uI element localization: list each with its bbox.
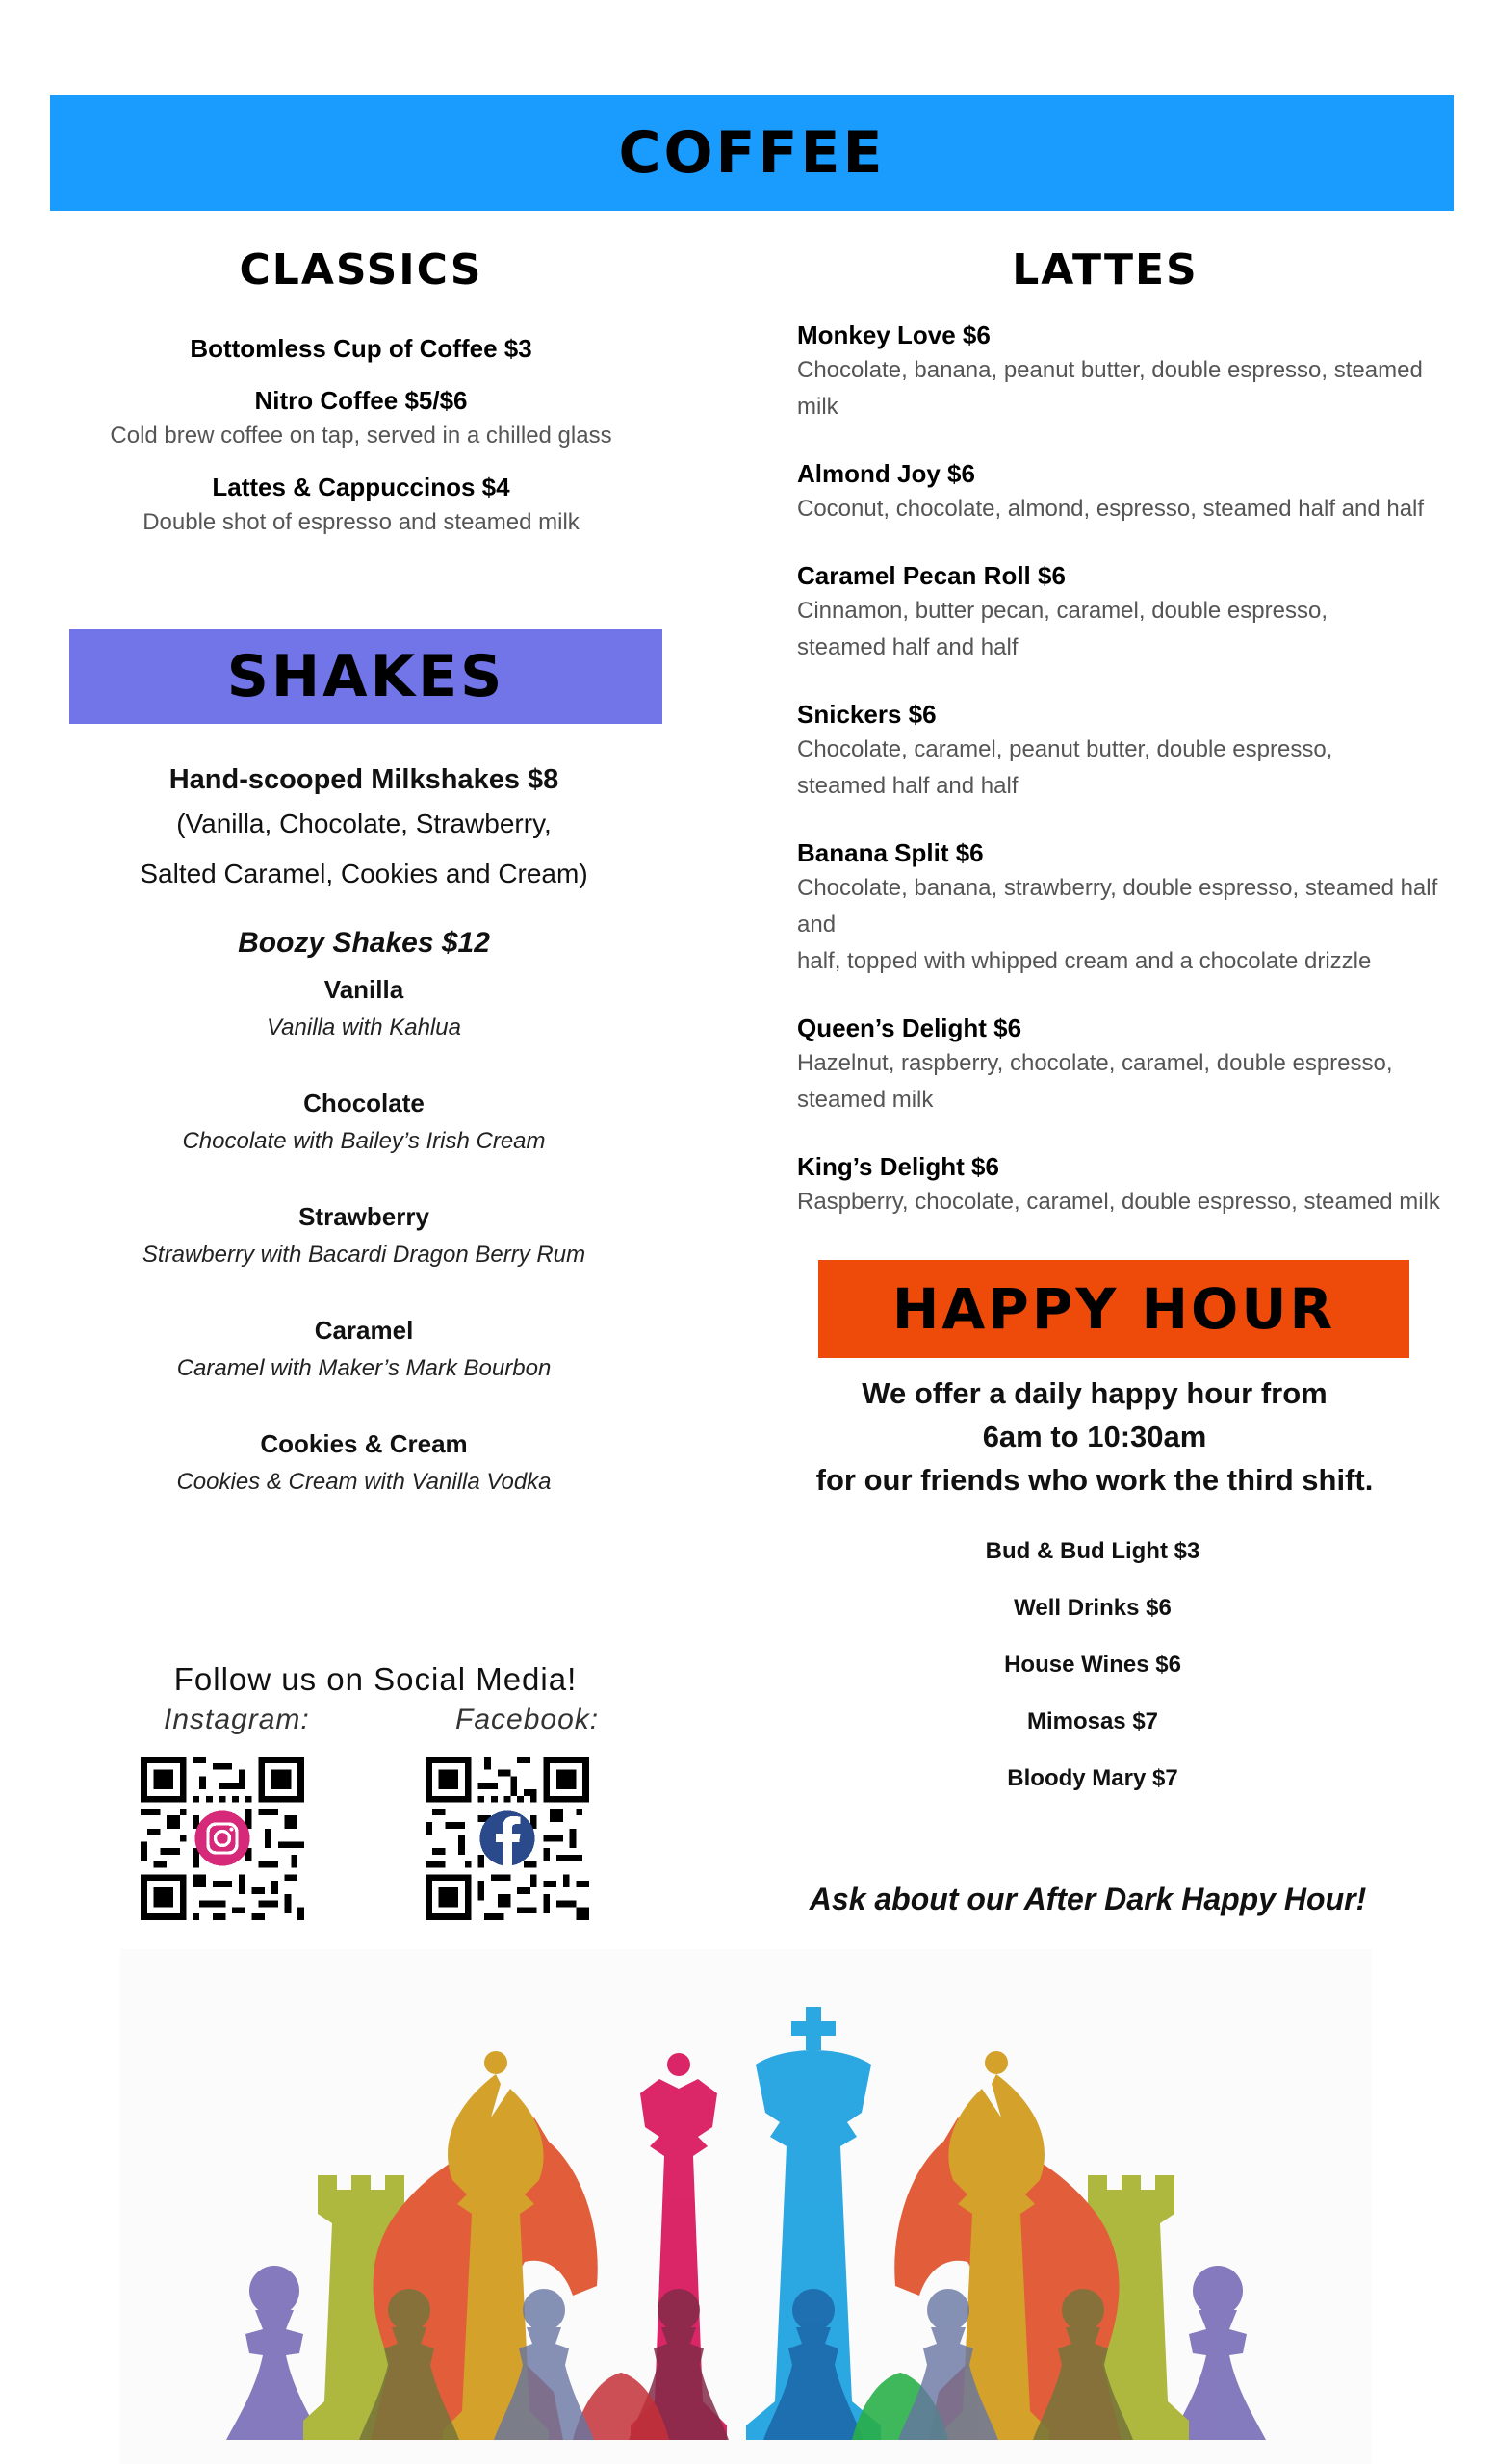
happy-hour-banner: [818, 1260, 1409, 1358]
latte-item-name: Monkey Love $6: [797, 321, 991, 349]
boozy-item-name: Caramel: [314, 1316, 414, 1345]
latte-item-desc: Coconut, chocolate, almond, espresso, steamed half and half: [797, 496, 1425, 522]
happy-hour-line2: 6am to 10:30am: [982, 1420, 1207, 1453]
happy-hour-title: HAPPY HOUR: [891, 1276, 1336, 1342]
facebook-label: Facebook:: [455, 1704, 600, 1735]
boozy-item: [72, 1084, 656, 1161]
boozy-item-name: Cookies & Cream: [260, 1429, 468, 1458]
latte-item: [797, 835, 1452, 980]
latte-item-desc: Raspberry, chocolate, caramel, double espresso, steamed milk: [797, 1189, 1440, 1215]
classics-item-desc: Double shot of espresso and steamed milk: [142, 509, 580, 535]
latte-item: [797, 1011, 1452, 1118]
coffee-banner: [50, 95, 1454, 211]
milkshakes-flavors-line1: (Vanilla, Chocolate, Strawberry,: [176, 808, 552, 838]
latte-item: [797, 318, 1452, 425]
boozy-item-name: Chocolate: [303, 1089, 425, 1117]
happy-hour-item: House Wines $6: [1004, 1652, 1181, 1678]
coffee-title: COFFEE: [618, 119, 886, 187]
latte-item: [797, 456, 1452, 527]
happy-hour-item: Bloody Mary $7: [1007, 1765, 1178, 1791]
boozy-shakes-title: Boozy Shakes $12: [238, 927, 490, 959]
boozy-item-name: Strawberry: [298, 1202, 429, 1231]
latte-item: [797, 1149, 1452, 1220]
happy-hour-line3: for our friends who work the third shift.: [815, 1463, 1374, 1497]
milkshakes-flavors-line2: Salted Caramel, Cookies and Cream): [140, 859, 588, 888]
lattes-title: LATTES: [1012, 245, 1199, 295]
milkshakes-name: Hand-scooped Milkshakes $8: [168, 764, 559, 795]
boozy-item-desc: Strawberry with Bacardi Dragon Berry Rum: [142, 1242, 586, 1268]
boozy-item-name: Vanilla: [323, 975, 404, 1004]
shakes-section: [72, 760, 656, 1502]
boozy-item-desc: Vanilla with Kahlua: [267, 1014, 461, 1040]
classics-item-desc: Cold brew coffee on tap, served in a chilled glass: [110, 423, 612, 449]
classics-item: Nitro Coffee $5/$6: [254, 386, 468, 415]
latte-item-name: Caramel Pecan Roll $6: [797, 561, 1066, 590]
happy-hour-item: Mimosas $7: [1026, 1708, 1159, 1734]
latte-item-name: Snickers $6: [797, 700, 937, 729]
shakes-banner: [69, 629, 662, 724]
happy-hour-intro: [799, 1372, 1390, 1502]
classics-item: Lattes & Cappuccinos $4: [212, 473, 510, 501]
boozy-item-desc: Chocolate with Bailey’s Irish Cream: [182, 1128, 546, 1154]
happy-hour-line1: We offer a daily happy hour from: [862, 1376, 1328, 1410]
latte-item: [797, 697, 1452, 805]
latte-item-name: Banana Split $6: [797, 838, 984, 867]
boozy-item: [72, 1311, 656, 1388]
instagram-label: Instagram:: [164, 1704, 310, 1735]
happy-hour-item: Bud & Bud Light $3: [985, 1538, 1200, 1564]
after-dark-note: Ask about our After Dark Happy Hour!: [809, 1882, 1367, 1916]
latte-item: [797, 558, 1452, 666]
latte-item-desc: half, topped with whipped cream and a chocolate drizzle: [797, 948, 1372, 974]
instagram-qr-code[interactable]: [141, 1757, 304, 1920]
latte-item-desc: Chocolate, caramel, peanut butter, double espresso,: [797, 736, 1333, 762]
latte-item-desc: steamed milk: [797, 1087, 934, 1113]
lattes-list: [797, 318, 1452, 1220]
happy-hour-item: Well Drinks $6: [1014, 1595, 1172, 1621]
classics-list: [72, 331, 650, 541]
classics-item: Bottomless Cup of Coffee $3: [190, 334, 532, 363]
latte-item-desc: Hazelnut, raspberry, chocolate, caramel, double espresso,: [797, 1050, 1393, 1076]
latte-item-desc: steamed half and half: [797, 634, 1019, 660]
boozy-item: [72, 970, 656, 1047]
latte-item-desc: Cinnamon, butter pecan, caramel, double espresso,: [797, 598, 1328, 624]
latte-item-desc: Chocolate, banana, strawberry, double espresso, steamed half and: [797, 875, 1438, 937]
social-heading: Follow us on Social Media!: [173, 1661, 578, 1697]
happy-hour-list: [900, 1523, 1285, 1807]
boozy-item: [72, 1197, 656, 1274]
instagram-icon: [194, 1810, 249, 1865]
latte-item-name: Queen’s Delight $6: [797, 1014, 1022, 1042]
facebook-qr-code[interactable]: [426, 1757, 589, 1920]
boozy-item-desc: Cookies & Cream with Vanilla Vodka: [176, 1469, 552, 1495]
latte-item-name: Almond Joy $6: [797, 459, 975, 488]
latte-item-name: King’s Delight $6: [797, 1152, 999, 1181]
latte-item-desc: Chocolate, banana, peanut butter, double espresso, steamed milk: [797, 357, 1423, 420]
boozy-item: [72, 1424, 656, 1502]
boozy-item-desc: Caramel with Maker’s Mark Bourbon: [176, 1355, 552, 1381]
chess-pieces-illustration: [120, 1949, 1372, 2464]
shakes-title: SHAKES: [226, 643, 505, 710]
facebook-icon: [479, 1810, 534, 1865]
classics-title: CLASSICS: [239, 245, 483, 295]
latte-item-desc: steamed half and half: [797, 773, 1019, 799]
